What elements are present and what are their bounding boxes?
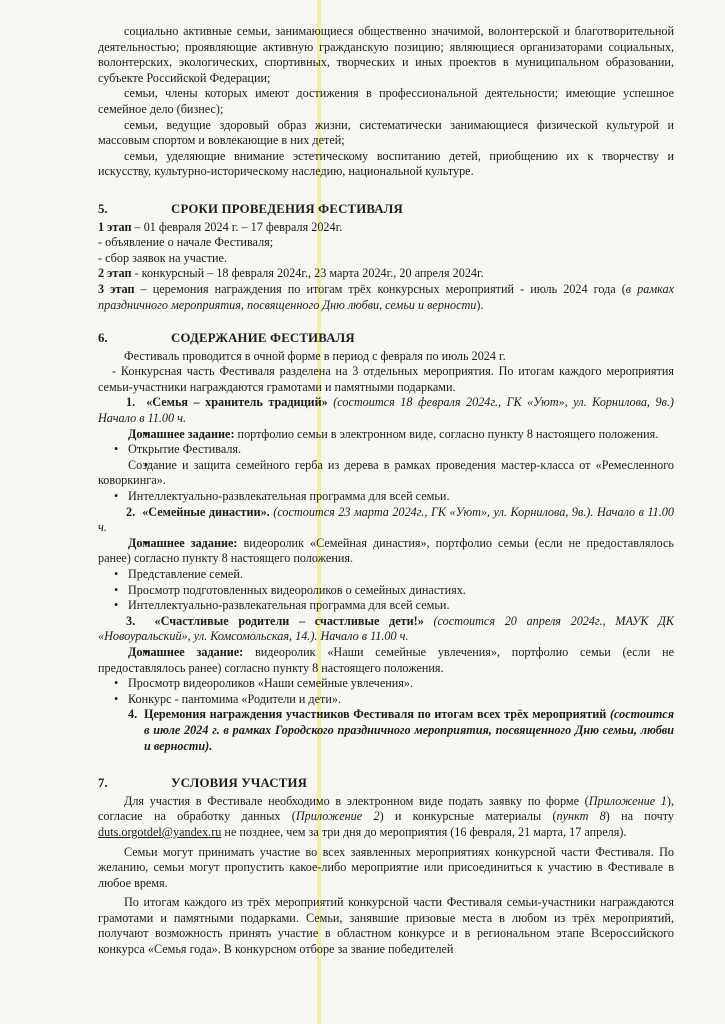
stage-2-text: - конкурсный – 18 февраля 2024г., 23 марта 2024г., 20 апреля 2024г.	[131, 266, 484, 281]
p1-part-b: ), согласие на обработку данных (	[98, 793, 674, 824]
event-4-title: Церемония награждения участников Фестиваля по итогам всех трёх мероприятий	[144, 707, 607, 722]
section-5-title: СРОКИ ПРОВЕДЕНИЯ ФЕСТИВАЛЯ	[171, 201, 403, 216]
stage-2	[98, 266, 674, 282]
p1-part-a: Для участия в Фестивале необходимо в электронном виде подать заявку по форме (	[124, 793, 589, 808]
section-5-heading	[98, 202, 674, 218]
event-1-title: «Семья – хранитель традиций»	[146, 395, 328, 410]
section-5-number: 5.	[98, 201, 108, 216]
stage-2-label: 2 этап	[98, 266, 132, 281]
section-7-paragraph-2: Семьи могут принимать участие во всех заявленных мероприятиях конкурсной части Фестиваля. По желанию, семьи могут пропустить какое-либо мероприятие или присоединиться к участию в Фестивале в любое время.	[98, 844, 674, 890]
section-6-paragraph-2: - Конкурсная часть Фестиваля разделена на 3 отдельных мероприятия. По итогам каждого мероприятия семьи-участники награждаются грамотами и памятными подарками.	[98, 364, 674, 394]
section-6-paragraph-1: Фестиваль проводится в очной форме в период с февраля по июль 2024 г.	[124, 348, 506, 363]
appendix-1-ref: Приложение 1	[588, 793, 667, 808]
event-2-homework-text: видеоролик «Семейная династия», портфолио семьи (если не предоставлялось ранее) согласно пункту 8 настоящего положения.	[98, 535, 674, 566]
event-2-homework-label: Домашнее задание:	[128, 535, 238, 550]
event-1-bullet-3: • Интеллектуально-развлекательная программа для всей семьи.	[98, 489, 674, 505]
event-3-homework-label: Домашнее задание:	[128, 644, 244, 659]
section-7-paragraph-3: По итогам каждого из трёх мероприятий конкурсной части Фестиваля семьи-участники награждаются грамотами и памятными подарками. Семьи, занявшие призовые места в любом из трёх мероприятий, получают возможность принять участие в областном конкурсе и в региональном этапе Всероссийского конкурса «Семья года». В конкурсном отборе за звание победителей	[98, 895, 674, 957]
event-1-bullet-1: • Открытие Фестиваля.	[98, 442, 674, 458]
stage-3-end: ).	[476, 297, 484, 312]
event-3-homework	[98, 645, 674, 676]
event-3-title: «Счастливые родители – счастливые дети!»	[154, 613, 424, 628]
stage-1	[98, 220, 674, 236]
event-2-bullet-2: • Просмотр подготовленных видеороликов о семейных династиях.	[98, 583, 674, 599]
event-2-bullet-3: • Интеллектуально-развлекательная программа для всей семьи.	[98, 598, 674, 614]
event-3-bullet-1: • Просмотр видеороликов «Наши семейные увлечения».	[98, 676, 674, 692]
event-3-bullet-2: • Конкурс - пантомима «Родители и дети».	[98, 692, 674, 708]
event-2-title: «Семейные династии».	[142, 504, 270, 519]
stage-1-text: – 01 февраля 2024 г. – 17 февраля 2024г.	[131, 219, 343, 234]
section-7-number: 7.	[98, 776, 108, 791]
event-3-homework-text: видеоролик «Наши семейные увлечения», портфолио семьи (если не предоставлялось ранее) согласно пункту 8 настоящего положения.	[98, 644, 675, 675]
event-4-details: (состоится в июле 2024 г. в рамках Городского праздничного мероприятия, посвященного Дню семьи, любви и верности).	[144, 707, 674, 753]
section-7-title: УСЛОВИЯ УЧАСТИЯ	[171, 776, 308, 791]
event-1-homework-text: портфолио семьи в электронном виде, согласно пункту 8 настоящего положения.	[234, 426, 659, 441]
event-4	[98, 707, 674, 754]
intro-paragraph-4: семьи, уделяющие внимание эстетическому воспитанию детей, приобщению их к творчеству и искусству, культурно-историческому наследию, национальной культуре.	[98, 148, 674, 179]
stage-3-italic: в рамках праздничного мероприятия, посвященного Дню любви, семьи и верности	[98, 281, 674, 312]
event-3	[98, 614, 674, 645]
stage-1-label: 1 этап	[98, 219, 132, 234]
event-2-bullet-1: • Представление семей.	[98, 567, 674, 583]
event-2-number: 2.	[126, 504, 136, 519]
intro-paragraph-3: семьи, ведущие здоровый образ жизни, систематически занимающиеся физической культурой и массовым спортом и вовлекающие в них детей;	[98, 117, 674, 148]
section-6-number: 6.	[98, 331, 108, 346]
p1-part-d: ) на почту	[605, 809, 674, 824]
event-1-number: 1.	[126, 395, 136, 410]
email-link[interactable]: duts.orgotdel@yandex.ru	[98, 824, 222, 839]
stage-3-label: 3 этап	[98, 281, 135, 296]
appendix-2-ref: Приложение 2	[295, 809, 380, 824]
section-7-heading	[98, 776, 674, 792]
p1-part-e: не позднее, чем за три дня до мероприятия (16 февраля, 21 марта, 17 апреля).	[221, 824, 627, 839]
event-1-homework	[98, 427, 674, 443]
event-3-details: (состоится 20 апреля 2024г., МАУК ДК «Новоуральский», ул. Комсомольская, 14.). Начало в 11.00 ч.	[98, 613, 675, 644]
stage-3-text: – церемония награждения по итогам трёх конкурсных мероприятий - июль 2024 года (	[134, 281, 626, 296]
event-2	[98, 505, 674, 536]
event-1-bullet-2: • Создание и защита семейного герба из дерева в рамках проведения мастер-класса от «Ремесленного коворкинга».	[98, 458, 674, 489]
clause-8-ref: пункт 8	[556, 809, 606, 824]
p1-part-c: ) и конкурсные материалы (	[379, 809, 557, 824]
document-content	[98, 24, 674, 958]
stage-3	[98, 282, 674, 313]
section-6-heading	[98, 331, 674, 347]
intro-paragraph-2: семьи, члены которых имеют достижения в профессиональной деятельности; имеющие успешное семейное дело (бизнес);	[98, 86, 674, 116]
stage-1-sub-1: - объявление о начале Фестиваля;	[98, 235, 274, 250]
event-2-homework	[98, 536, 674, 567]
event-1-details: (состоится 18 февраля 2024г., ГК «Уют», ул. Корнилова, 9в.) Начало в 11.00 ч.	[98, 395, 674, 426]
event-1	[98, 395, 674, 426]
event-2-details: (состоится 23 марта 2024г., ГК «Уют», ул. Корнилова, 9в.). Начало в 11.00 ч.	[98, 504, 674, 535]
event-3-number: 3.	[126, 613, 136, 628]
stage-1-sub-2: - сбор заявок на участие.	[98, 250, 227, 265]
intro-paragraph-1: социально активные семьи, занимающиеся общественно значимой, волонтерской и благотворительной деятельностью; проявляющие активную гражданскую позицию; являющиеся организаторами социальных, волонтерских, экологических, спортивных, творческих и иных проектов в муниципальном образовании, субъекте Российской Федерации;	[98, 24, 674, 85]
event-1-homework-label: Домашнее задание:	[128, 426, 235, 441]
event-4-number: 4.	[128, 707, 138, 722]
section-6-title: СОДЕРЖАНИЕ ФЕСТИВАЛЯ	[171, 331, 355, 346]
section-7-paragraph-1	[98, 794, 674, 841]
